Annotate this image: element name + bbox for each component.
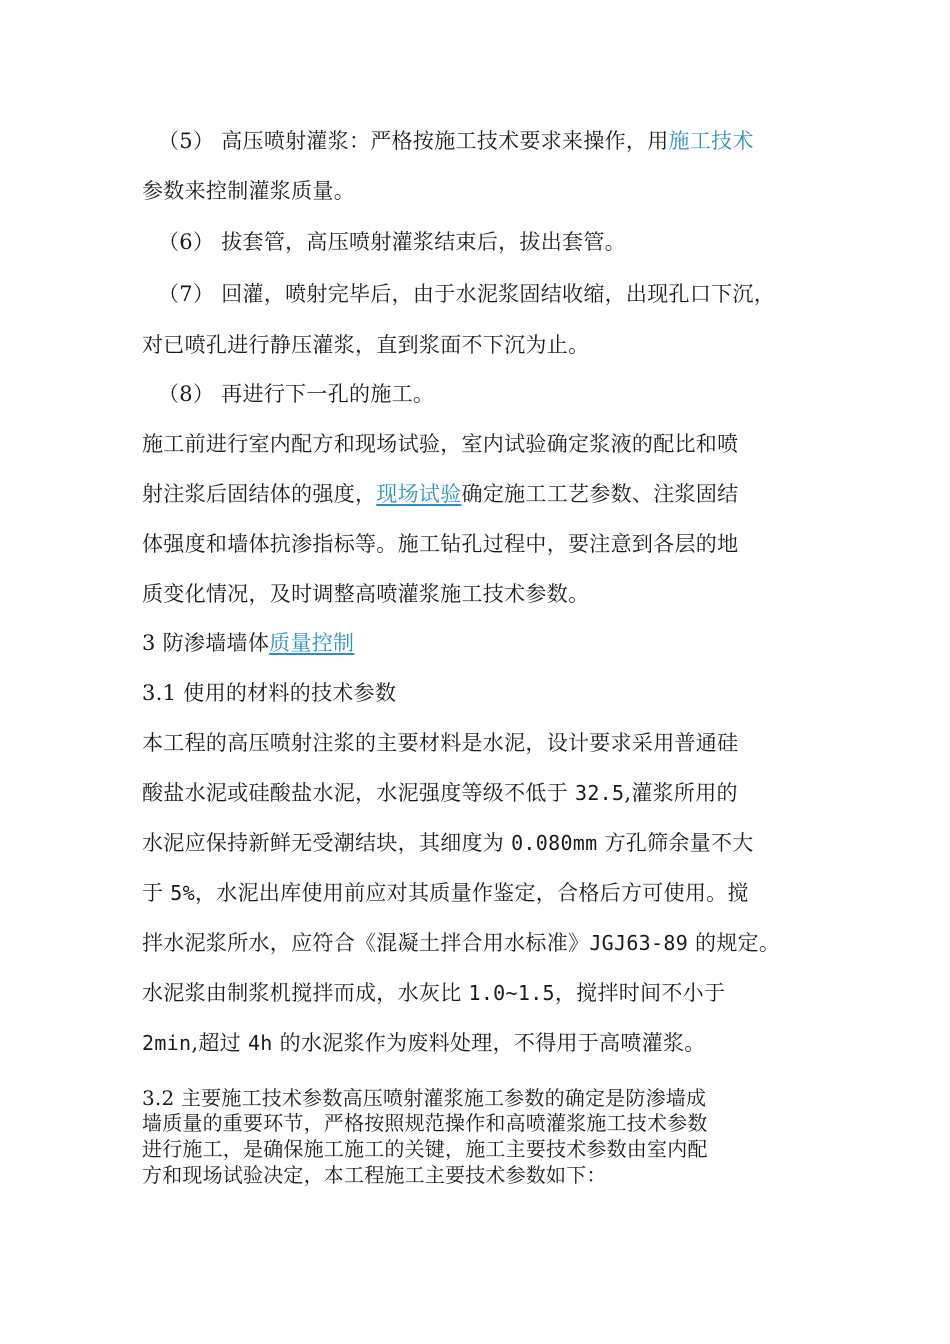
para2-line-7-text-b: 的水泥浆作为废料处理，不得用于高喷灌浆。 [272, 1031, 706, 1055]
para2-line-6-text-a: 水泥浆由制浆机搅拌而成，水灰比 [142, 981, 469, 1005]
para2-line-1: 本工程的高压喷射注浆的主要材料是水泥，设计要求采用普通硅 [142, 731, 739, 755]
para2-line-6 [142, 980, 725, 1006]
para3-line-2: 墙质量的重要环节，严格按照规范操作和高喷灌浆施工技术参数 [142, 1111, 708, 1135]
water-cement-ratio-value: 1.0~1.5 [468, 981, 555, 1005]
para2-line-3-text-b: 方孔筛余量不大 [597, 831, 754, 855]
section-3-1-heading: 3.1 使用的材料的技术参数 [142, 681, 397, 705]
para2-line-4-text-a: 于 [142, 881, 171, 905]
step-5-line-1 [158, 128, 754, 154]
residue-percent-value: 5% [170, 881, 195, 905]
step-6-line: （6） 拔套管，高压喷射灌浆结束后，拔出套管。 [158, 230, 626, 254]
para2-line-6-text-b: ，搅拌时间不小于 [554, 981, 726, 1005]
para1-line-3: 体强度和墙体抗渗指标等。施工钻孔过程中，要注意到各层的地 [142, 532, 739, 556]
cement-strength-value: 32.5 [574, 781, 625, 805]
para2-line-7 [142, 1030, 706, 1056]
para1-line-2-text-b: 确定施工工艺参数、注浆固结 [461, 482, 739, 506]
para2-line-4 [142, 880, 749, 906]
para1-line-2 [142, 481, 738, 507]
step-7-line-1: （7） 回灌，喷射完毕后，由于水泥浆固结收缩，出现孔口下沉， [158, 282, 776, 306]
para2-line-2-text-a: 酸盐水泥或硅酸盐水泥，水泥强度等级不低于 [142, 781, 575, 805]
para2-line-3 [142, 830, 754, 856]
para1-line-4: 质变化情况，及时调整高喷灌浆施工技术参数。 [142, 582, 590, 606]
para2-line-5-text-a: 拌水泥浆所水，应符合《混凝土拌合用水标准》 [142, 931, 590, 955]
para1-line-2-text-a: 射注浆后固结体的强度， [142, 482, 377, 506]
para2-line-2 [142, 780, 738, 806]
step-5-line-2: 参数来控制灌浆质量。 [142, 179, 355, 203]
para2-line-4-text-b: ，水泥出库使用前应对其质量作鉴定，合格后方可使用。搅 [194, 881, 749, 905]
fineness-value: 0.080mm [511, 831, 598, 855]
para3-line-4: 方和现场试验决定，本工程施工主要技术参数如下： [142, 1163, 607, 1187]
para2-line-5 [142, 930, 780, 956]
para3-line-3: 进行施工，是确保施工施工的关键，施工主要技术参数由室内配 [142, 1137, 708, 1161]
step-7-line-2: 对已喷孔进行静压灌浆，直到浆面不下沉为止。 [142, 333, 590, 357]
para2-line-7-text-a: ,超过 [191, 1031, 248, 1055]
para2-line-2-text-b: ,灌浆所用的 [624, 781, 738, 805]
step-8-line: （8） 再进行下一孔的施工。 [158, 382, 435, 406]
expiry-time-value: 4h [247, 1031, 273, 1055]
mixing-time-value: 2min [142, 1031, 192, 1055]
section-3-heading [142, 630, 354, 656]
quality-control-link[interactable]: 质量控制 [269, 631, 355, 655]
construction-technique-link[interactable]: 施工技术 [668, 129, 754, 153]
standard-code-value: JGJ63-89 [589, 931, 689, 955]
para2-line-3-text-a: 水泥应保持新鲜无受潮结块，其细度为 [142, 831, 512, 855]
para2-line-5-text-b: 的规定。 [688, 931, 781, 955]
section-3-heading-text: 3 防渗墙墙体 [142, 631, 270, 655]
para1-line-1: 施工前进行室内配方和现场试验，室内试验确定浆液的配比和喷 [142, 432, 739, 456]
field-test-link[interactable]: 现场试验 [376, 482, 462, 506]
para3-line-1: 3.2 主要施工技术参数高压喷射灌浆施工参数的确定是防渗墙成 [142, 1086, 707, 1110]
step-5-text: （5） 高压喷射灌浆：严格按施工技术要求来操作，用 [158, 129, 669, 153]
